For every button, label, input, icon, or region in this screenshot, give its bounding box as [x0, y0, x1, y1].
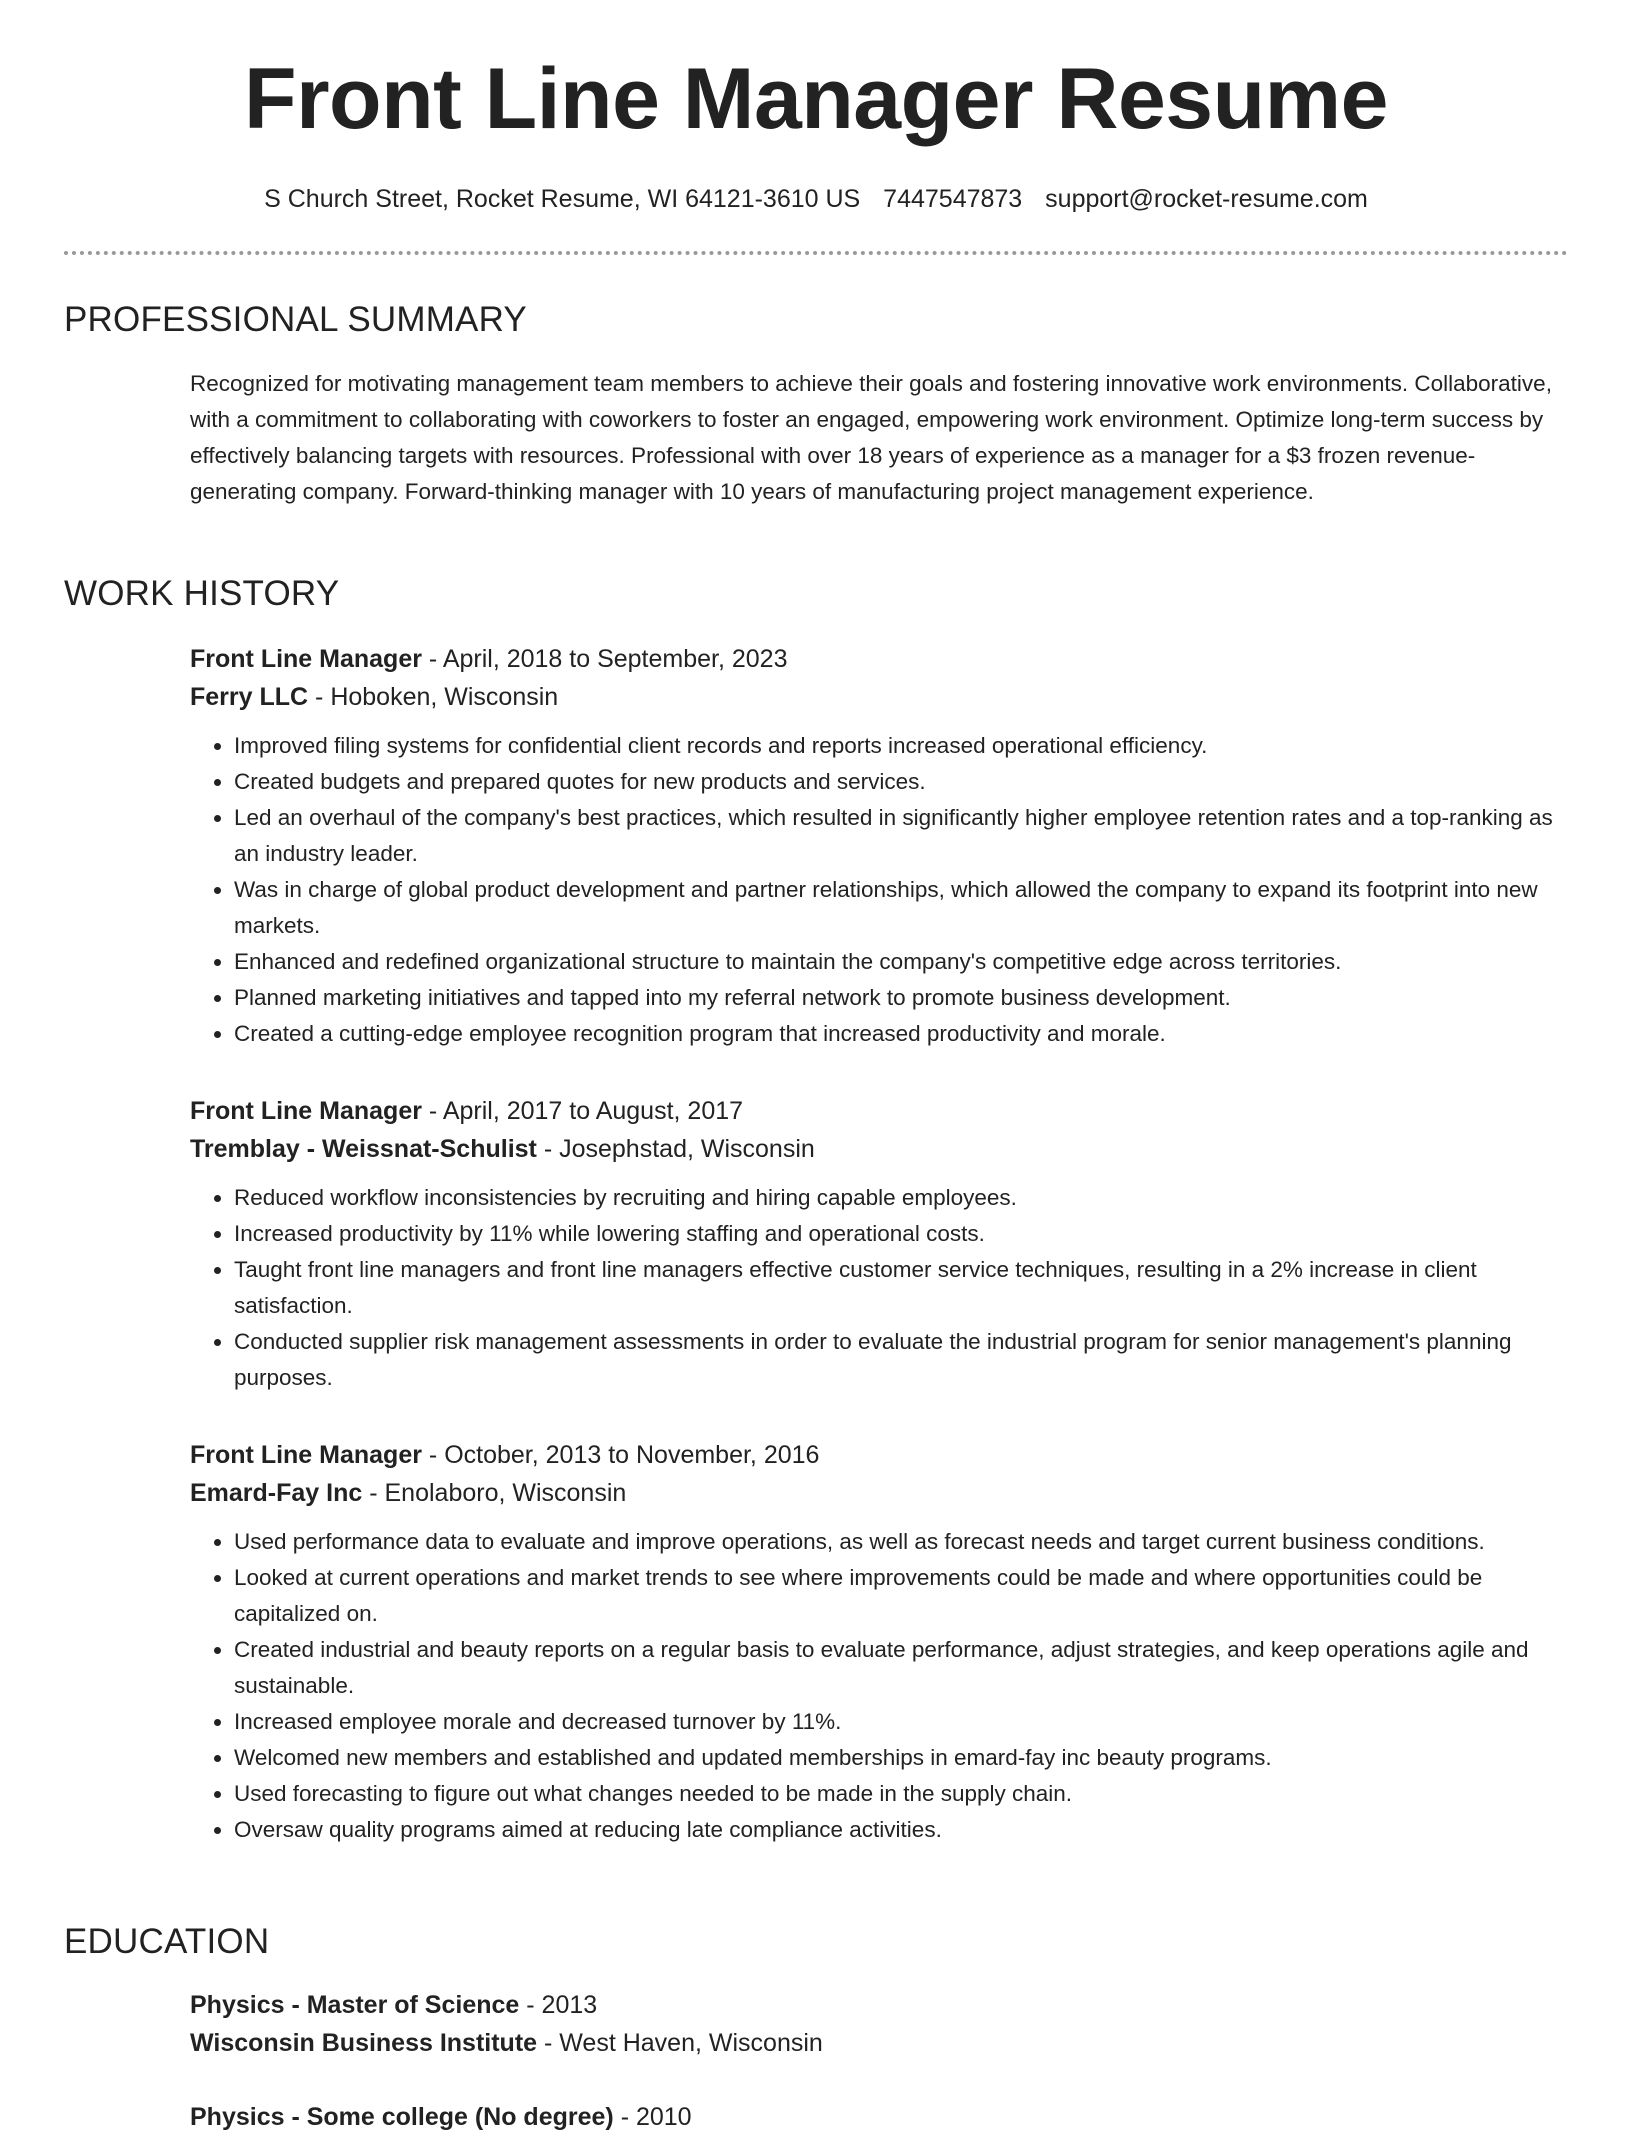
contact-address: S Church Street, Rocket Resume, WI 64121-3610 US: [264, 185, 861, 213]
job-company: Tremblay - Weissnat-Schulist: [190, 1135, 537, 1163]
job-company: Emard-Fay Inc: [190, 1479, 363, 1507]
job-title-line: [190, 1436, 1570, 1474]
education-heading: EDUCATION: [64, 1922, 270, 1961]
job-bullet: • Created budgets and prepared quotes for new products and services.: [234, 764, 1570, 800]
job-bullet: • Created a cutting-edge employee recognition program that increased productivity and morale.: [234, 1016, 1570, 1052]
job-title-line: [190, 640, 1570, 678]
job-bullet: • Improved filing systems for confidential client records and reports increased operational efficiency.: [234, 728, 1570, 764]
education-degree-line: [190, 2098, 1570, 2136]
job-bullet: • Planned marketing initiatives and tapped into my referral network to promote business development.: [234, 980, 1570, 1016]
resume-title: Front Line Manager Resume: [244, 51, 1388, 147]
education-degree: Physics - Master of Science: [190, 1991, 520, 2019]
job-title-line: [190, 1092, 1570, 1130]
education-degree: Physics - Some college (No degree): [190, 2103, 614, 2131]
job-bullet: • Conducted supplier risk management assessments in order to evaluate the industrial program for senior management's planning purposes.: [234, 1324, 1570, 1396]
job-company: Ferry LLC: [190, 683, 309, 711]
education-school-line: [190, 2024, 1570, 2062]
job-bullet: • Used forecasting to figure out what changes needed to be made in the supply chain.: [234, 1776, 1570, 1812]
education-degree-line: [190, 1986, 1570, 2024]
job-company-line: [190, 678, 1570, 716]
education-location: - West Haven, Wisconsin: [544, 2029, 823, 2057]
summary-text: Recognized for motivating management team members to achieve their goals and fostering innovative work environments. Collaborative, with a commitment to collaborating with coworkers to foster an engaged, empowering work environment. Optimize long-term success by effectively balancing targets with resources. Professional with over 18 years of experience as a manager for a $3 frozen revenue-generating company. Forward-thinking manager with 10 years of manufacturing project management experience.: [190, 371, 1552, 504]
header-divider: [64, 251, 1568, 255]
job-location: - Enolaboro, Wisconsin: [369, 1479, 627, 1507]
job-location: - Josephstad, Wisconsin: [543, 1135, 815, 1163]
education-school: Wisconsin Business Institute: [190, 2029, 538, 2057]
contact-phone: 7447547873: [883, 185, 1023, 213]
job-bullet: • Increased productivity by 11% while lowering staffing and operational costs.: [234, 1216, 1570, 1252]
education-entry: [190, 1986, 1570, 2062]
job-dates: - October, 2013 to November, 2016: [428, 1441, 820, 1469]
job-entry: [190, 1092, 1570, 1396]
job-dates: - April, 2017 to August, 2017: [428, 1097, 744, 1125]
job-bullets: [190, 1524, 1570, 1848]
job-bullets: [190, 728, 1570, 1052]
job-dates: - April, 2018 to September, 2023: [428, 645, 788, 673]
job-bullet: • Enhanced and redefined organizational structure to maintain the company's competitive edge across territories.: [234, 944, 1570, 980]
education-entry: [190, 2098, 1570, 2136]
job-bullet: • Used performance data to evaluate and improve operations, as well as forecast needs and target current business conditions.: [234, 1524, 1570, 1560]
job-location: - Hoboken, Wisconsin: [315, 683, 559, 711]
job-title: Front Line Manager: [190, 1441, 422, 1469]
job-bullet: • Was in charge of global product development and partner relationships, which allowed the company to expand its footprint into new markets.: [234, 872, 1570, 944]
summary-block: [190, 366, 1570, 510]
job-bullet: • Created industrial and beauty reports on a regular basis to evaluate performance, adjust strategies, and keep operations agile and sustainable.: [234, 1632, 1570, 1704]
job-entry: [190, 1436, 1570, 1848]
job-company-line: [190, 1130, 1570, 1168]
job-title: Front Line Manager: [190, 1097, 422, 1125]
education-year: - 2013: [526, 1991, 598, 2019]
education-year: - 2010: [620, 2103, 692, 2131]
contact-email: support@rocket-resume.com: [1045, 185, 1368, 213]
job-bullet: • Oversaw quality programs aimed at reducing late compliance activities.: [234, 1812, 1570, 1848]
summary-heading: PROFESSIONAL SUMMARY: [64, 300, 527, 339]
job-company-line: [190, 1474, 1570, 1512]
job-bullets: [190, 1180, 1570, 1396]
job-bullet: • Increased employee morale and decreased turnover by 11%.: [234, 1704, 1570, 1740]
job-bullet: • Reduced workflow inconsistencies by recruiting and hiring capable employees.: [234, 1180, 1570, 1216]
job-bullet: • Welcomed new members and established and updated memberships in emard-fay inc beauty programs.: [234, 1740, 1570, 1776]
job-bullet: • Taught front line managers and front line managers effective customer service techniques, resulting in a 2% increase in client satisfaction.: [234, 1252, 1570, 1324]
work-history-heading: WORK HISTORY: [64, 574, 340, 613]
job-bullet: • Led an overhaul of the company's best practices, which resulted in significantly higher employee retention rates and a top-ranking as an industry leader.: [234, 800, 1570, 872]
job-entry: [190, 640, 1570, 1052]
job-title: Front Line Manager: [190, 645, 422, 673]
contact-line: [0, 182, 1632, 216]
job-bullet: • Looked at current operations and market trends to see where improvements could be made and where opportunities could be capitalized on.: [234, 1560, 1570, 1632]
